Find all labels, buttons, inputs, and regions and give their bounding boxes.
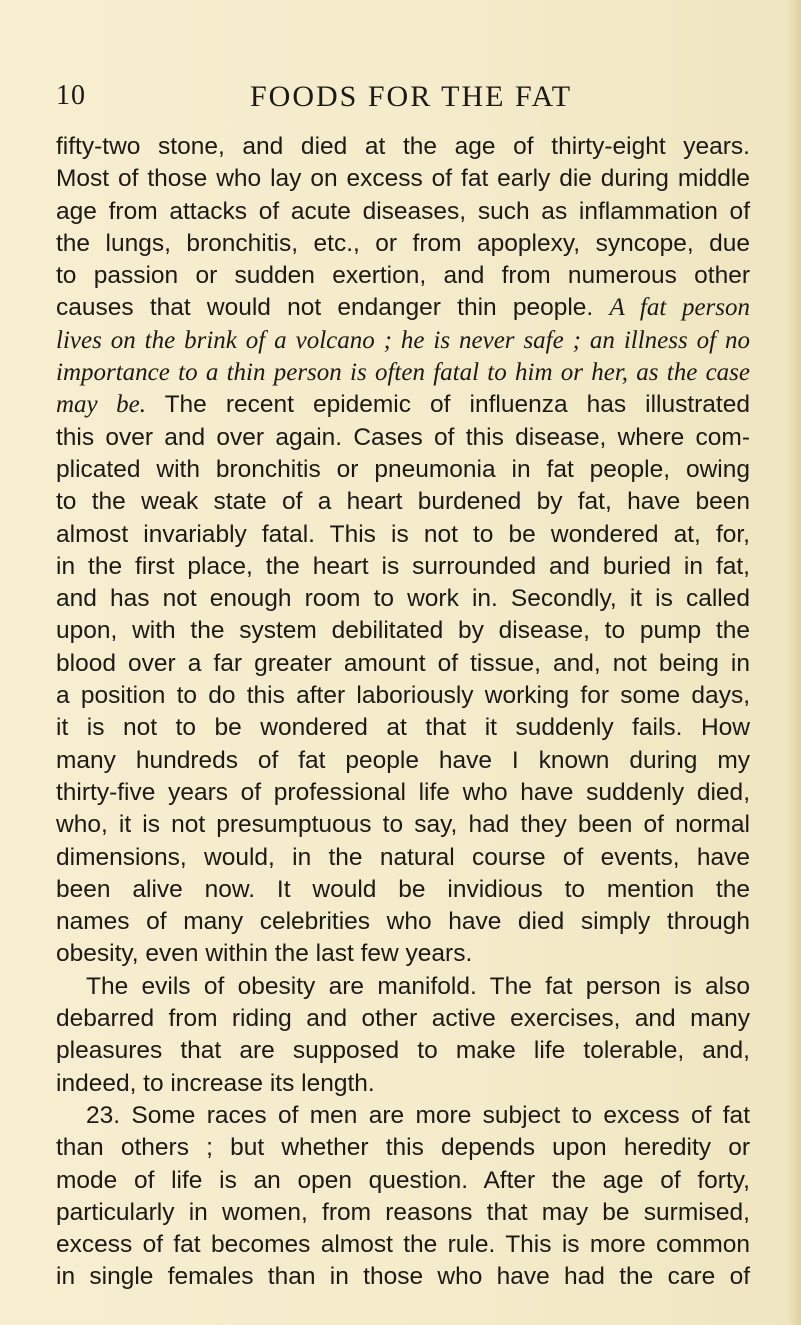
- text-italic: importance to a thin person is often fatal to him or her, as the case: [56, 359, 750, 387]
- body-text: [56, 131, 750, 1294]
- text-line: been alive now. It would be invidious to mention the: [56, 875, 750, 903]
- text-line: debarred from riding and other active exercises, and many: [56, 1005, 750, 1033]
- text-line: in single females than in those who have had the care of: [56, 1263, 750, 1291]
- text-line: [56, 325, 750, 357]
- text-line: thirty-five years of professional life who have suddenly died,: [56, 778, 750, 806]
- text-line: plicated with bronchitis or pneumonia in fat people, owing: [56, 455, 750, 483]
- text-line: names of many celebrities who have died simply through: [56, 908, 750, 936]
- text-line: upon, with the system debilitated by disease, to pump the: [56, 617, 750, 645]
- text-line: [56, 357, 750, 389]
- text-line: mode of life is an open question. After the age of forty,: [56, 1166, 750, 1194]
- text-line: [56, 389, 750, 421]
- text-line: excess of fat becomes almost the rule. This is more common: [56, 1231, 750, 1259]
- text-line: [56, 292, 750, 324]
- page-edge-shadow: [787, 0, 801, 1325]
- text-line: a position to do this after laboriously working for some days,: [56, 682, 750, 710]
- text-line: this over and over again. Cases of this disease, where com-: [56, 423, 750, 451]
- text-line: it is not to be wondered at that it suddenly fails. How: [56, 714, 750, 742]
- text-line: The evils of obesity are manifold. The fat person is also: [86, 972, 750, 1000]
- text-line: to passion or sudden exertion, and from numerous other: [56, 262, 750, 290]
- text-line: and has not enough room to work in. Secondly, it is called: [56, 585, 750, 613]
- text-line: Most of those who lay on excess of fat early die during middle: [56, 165, 750, 193]
- text-line: to the weak state of a heart burdened by fat, have been: [56, 488, 750, 516]
- text-line: who, it is not presumptuous to say, had they been of normal: [56, 811, 750, 839]
- text-line: than others ; but whether this depends upon heredity or: [56, 1134, 750, 1162]
- text-line: obesity, even within the last few years.: [56, 940, 473, 968]
- page-header: [56, 80, 756, 120]
- text-italic: may be.: [56, 391, 146, 419]
- text-line: blood over a far greater amount of tissue, and, not being in: [56, 649, 750, 677]
- text-line: dimensions, would, in the natural course of events, have: [56, 843, 750, 871]
- text-line: the lungs, bronchitis, etc., or from apoplexy, syncope, due: [56, 229, 750, 257]
- text-roman: causes that would not endanger thin people.: [56, 294, 610, 322]
- text-roman: The recent epidemic of influenza has illustrated: [145, 391, 750, 419]
- text-italic: lives on the brink of a volcano ; he is never safe ; an illness of no: [56, 326, 750, 354]
- text-line: age from attacks of acute diseases, such as inflammation of: [56, 197, 750, 225]
- text-line: almost invariably fatal. This is not to be wondered at, for,: [56, 520, 750, 548]
- text-line: in the first place, the heart is surrounded and buried in fat,: [56, 552, 750, 580]
- text-line: particularly in women, from reasons that may be surmised,: [56, 1198, 750, 1226]
- text-line: 23. Some races of men are more subject to excess of fat: [86, 1101, 750, 1129]
- text-line: indeed, to increase its length.: [56, 1069, 375, 1097]
- text-line: pleasures that are supposed to make life tolerable, and,: [56, 1037, 750, 1065]
- running-head: FOODS FOR THE FAT: [250, 80, 573, 113]
- text-line: many hundreds of fat people have I known during my: [56, 746, 750, 774]
- text-line: fifty-two stone, and died at the age of thirty-eight years.: [56, 133, 750, 160]
- page-number: 10: [56, 80, 86, 111]
- text-italic: A fat person: [609, 294, 751, 322]
